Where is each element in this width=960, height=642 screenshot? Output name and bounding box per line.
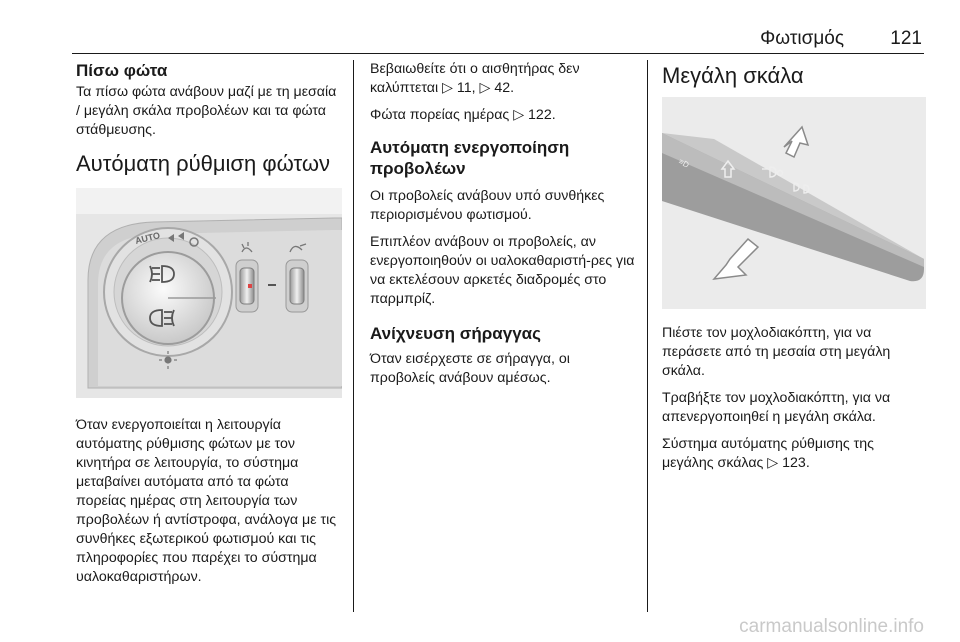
auto-lights-text: Όταν ενεργοποιείται η λειτουργία αυτόματης ρύθμισης φώτων με τον κινητήρα σε λειτουργία, το σύστημα μεταβαίνει αυτόματα από τα φώτα πορείας ημέρας στη λειτουργία των προβολέων ή αντίστροφα, ανάλογα με τις συνθήκες εξωτερικού φωτισμού και τις πληροφορίες που παρέχει το σύστημα υαλοκαθαριστήρων. xyxy=(76,417,337,585)
daytime-lights-ref: Φώτα πορείας ημέρας ▷ 122. xyxy=(370,107,556,123)
rear-lights-text: Τα πίσω φώτα ανάβουν μαζί με τη μεσαία / μεγάλη σκάλα προβολέων και τα φώτα στάθμευσης. xyxy=(76,84,337,138)
column-right xyxy=(662,60,928,481)
light-switch-illustration xyxy=(76,188,342,398)
stalk-drawing xyxy=(662,97,926,309)
column-divider xyxy=(353,60,354,612)
stalk-illustration xyxy=(662,97,926,309)
auto-headlights-text-2: Επιπλέον ανάβουν οι προβολείς, αν ενεργοποιηθούν οι υαλοκαθαριστή-ρες για να εκτελέσουν αρκετές διαδρομές στο παρμπρίζ. xyxy=(370,234,635,307)
tunnel-detection-heading: Ανίχνευση σήραγγας xyxy=(370,324,541,343)
auto-position-label: AUTO xyxy=(134,230,162,246)
stalk-icon-text: ≡D xyxy=(677,156,691,170)
pull-stalk-text: Τραβήξτε τον μοχλοδιακόπτη, για να απενεργοποιηθεί η μεγάλη σκάλα. xyxy=(662,390,891,425)
push-stalk-text: Πιέστε τον μοχλοδιακόπτη, για να περάσετε από τη μεσαία στη μεγάλη σκάλα. xyxy=(662,325,891,379)
column-divider xyxy=(647,60,648,612)
watermark: carmanualsonline.info xyxy=(739,616,924,637)
sensor-note: Βεβαιωθείτε ότι ο αισθητήρας δεν καλύπτεται ▷ 11, ▷ 42. xyxy=(370,61,580,96)
column-middle xyxy=(370,60,638,396)
rear-lights-heading: Πίσω φώτα xyxy=(76,61,168,80)
auto-lights-heading: Αυτόματη ρύθμιση φώτων xyxy=(76,151,331,176)
page-header xyxy=(72,26,924,52)
auto-high-beam-ref: Σύστημα αυτόματης ρύθμισης της μεγάλης σκάλας ▷ 123. xyxy=(662,436,875,471)
auto-headlights-heading: Αυτόματη ενεργοποίηση προβολέων xyxy=(370,138,570,178)
light-switch-drawing xyxy=(76,188,342,398)
header-rule xyxy=(72,53,924,54)
high-beam-heading: Μεγάλη σκάλα xyxy=(662,63,804,88)
page-number: 121 xyxy=(890,28,922,49)
column-left xyxy=(76,60,342,595)
section-title: Φωτισμός xyxy=(760,28,844,49)
headlight-range-wheel xyxy=(290,268,304,304)
tunnel-detection-text: Όταν εισέρχεστε σε σήραγγα, οι προβολείς ανάβουν αμέσως. xyxy=(370,351,570,386)
auto-headlights-text-1: Οι προβολείς ανάβουν υπό συνθήκες περιορισμένου φωτισμού. xyxy=(370,188,605,223)
